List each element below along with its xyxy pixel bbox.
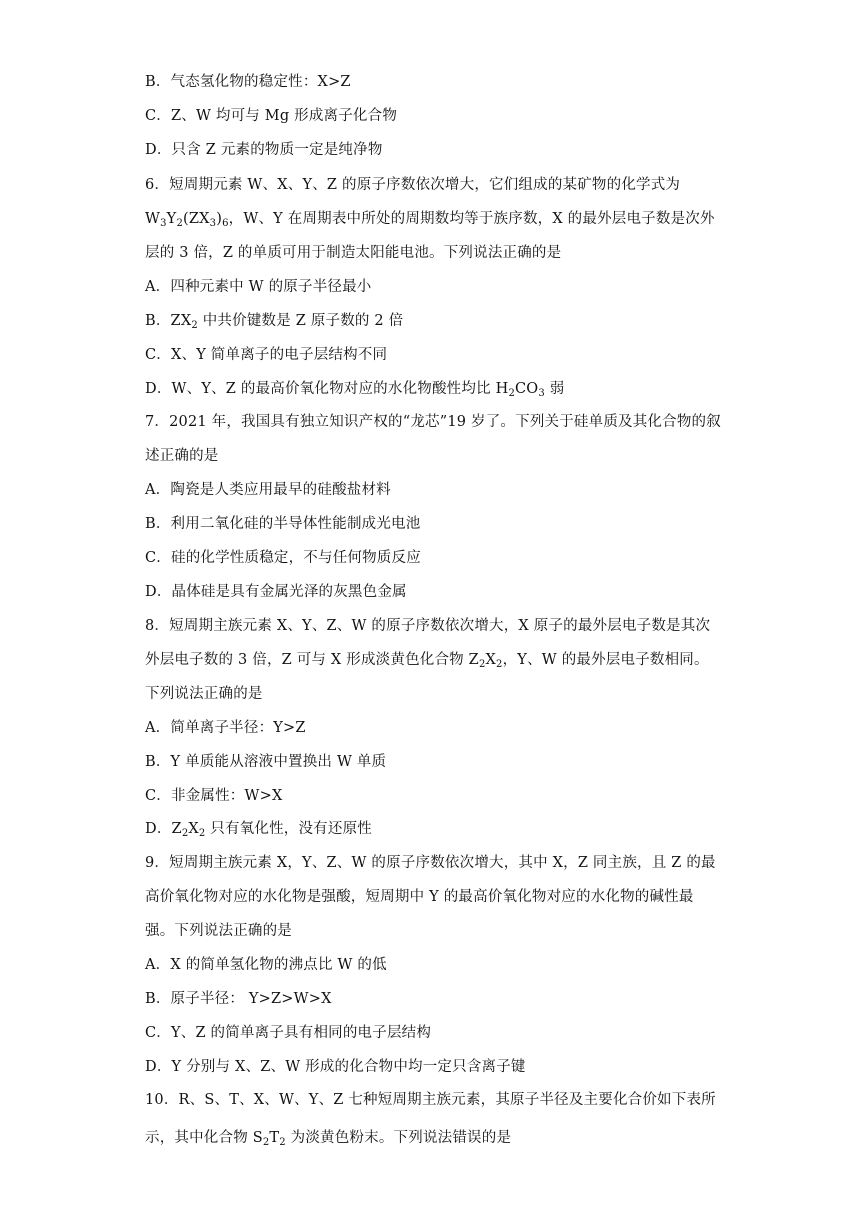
text-line: C．硅的化学性质稳定，不与任何物质反应 [145, 550, 421, 566]
text-run: D．W、Y、Z 的最高价氧化物对应的水化物酸性均比 H [145, 381, 509, 397]
text-run: 中共价键数是 Z 原子数的 2 倍 [197, 313, 404, 329]
subscript: 2 [262, 1137, 270, 1148]
text-run: ) [216, 211, 223, 227]
text-line: C．Y、Z 的简单离子具有相同的电子层结构 [145, 1025, 432, 1041]
subscript: 3 [160, 218, 167, 229]
text-line: 层的 3 倍，Z 的单质可用于制造太阳能电池。下列说法正确的是 [145, 245, 562, 261]
subscript: 2 [496, 659, 503, 670]
text-run: B．ZX [145, 313, 192, 329]
text-line: B．气态氢化物的稳定性：X>Z [145, 74, 351, 90]
text-run: W [145, 211, 161, 227]
text-run: CO [515, 381, 539, 397]
text-line: A．四种元素中 W 的原子半径最小 [145, 279, 372, 295]
text-line: 6．短周期元素 W、X、Y、Z 的原子序数依次增大，它们组成的某矿物的化学式为 [145, 177, 681, 193]
text-line: 7．2021 年，我国具有独立知识产权的“龙芯”19 岁了。下列关于硅单质及其化合物的叙 [145, 414, 721, 430]
text-line: C．非金属性：W>X [145, 788, 283, 804]
subscript: 2 [191, 320, 198, 331]
text-line: C．Z、W 均可与 Mg 形成离子化合物 [145, 108, 398, 124]
text-line: D．晶体硅是具有金属光泽的灰黑色金属 [145, 584, 407, 600]
text-run: ，W、Y 在周期表中所处的周期数均等于族序数，X 的最外层电子数是次外 [228, 211, 715, 227]
text-line: A．简单离子半径：Y>Z [145, 720, 306, 736]
text-run: 外层电子数的 3 倍，Z 可与 X 形成淡黄色化合物 Z [145, 652, 479, 668]
text-run: 弱 [544, 381, 565, 397]
text-run: D．Z [145, 821, 182, 837]
subscript: 2 [508, 388, 516, 399]
text-line [145, 819, 372, 839]
text-line: 述正确的是 [145, 448, 219, 464]
text-run: X [485, 652, 497, 668]
text-line: B．原子半径： Y>Z>W>X [145, 991, 332, 1007]
text-run: Y [166, 211, 177, 227]
text-line [145, 379, 564, 399]
text-run: T [269, 1130, 280, 1146]
text-line: 9．短周期主族元素 X，Y、Z、W 的原子序数依次增大，其中 X，Z 同主族，且 Z 的最 [145, 855, 716, 871]
text-run: X [188, 821, 199, 837]
subscript: 3 [538, 388, 545, 399]
text-line: A．陶瓷是人类应用最早的硅酸盐材料 [145, 482, 391, 498]
subscript: 2 [181, 828, 189, 839]
text-line [145, 1128, 511, 1148]
text-line: B．利用二氧化硅的半导体性能制成光电池 [145, 516, 421, 532]
text-line: A．X 的简单氢化物的沸点比 W 的低 [145, 957, 387, 973]
subscript: 2 [198, 828, 206, 839]
subscript: 2 [279, 1137, 286, 1148]
subscript: 2 [478, 659, 486, 670]
text-line: D．只含 Z 元素的物质一定是纯净物 [145, 142, 383, 158]
subscript: 6 [222, 218, 229, 229]
text-line: 10．R、S、T、X、W、Y、Z 七种短周期主族元素，其原子半径及主要化合价如下表所 [145, 1092, 716, 1108]
text-line [145, 311, 403, 331]
subscript: 3 [209, 218, 217, 229]
text-line: B．Y 单质能从溶液中置换出 W 单质 [145, 754, 387, 770]
text-line: C．X、Y 简单离子的电子层结构不同 [145, 347, 388, 363]
text-line [145, 650, 709, 670]
text-line [145, 209, 715, 229]
text-run: ，Y、W 的最外层电子数相同。 [502, 652, 709, 668]
text-run: (ZX [183, 211, 210, 227]
text-run: 示，其中化合物 S [145, 1130, 263, 1146]
text-line: 高价氧化物对应的水化物是强酸，短周期中 Y 的最高价氧化物对应的水化物的碱性最 [145, 889, 694, 905]
subscript: 2 [176, 218, 184, 229]
text-line: 强。下列说法正确的是 [145, 923, 292, 939]
text-run: 为淡黄色粉末。下列说法错误的是 [285, 1130, 512, 1146]
text-line: D．Y 分别与 X、Z、W 形成的化合物中均一定只含离子键 [145, 1059, 526, 1075]
text-line: 8．短周期主族元素 X、Y、Z、W 的原子序数依次增大，X 原子的最外层电子数是其次 [145, 618, 711, 634]
text-line: 下列说法正确的是 [145, 686, 263, 702]
text-run: 只有氧化性，没有还原性 [205, 821, 372, 837]
